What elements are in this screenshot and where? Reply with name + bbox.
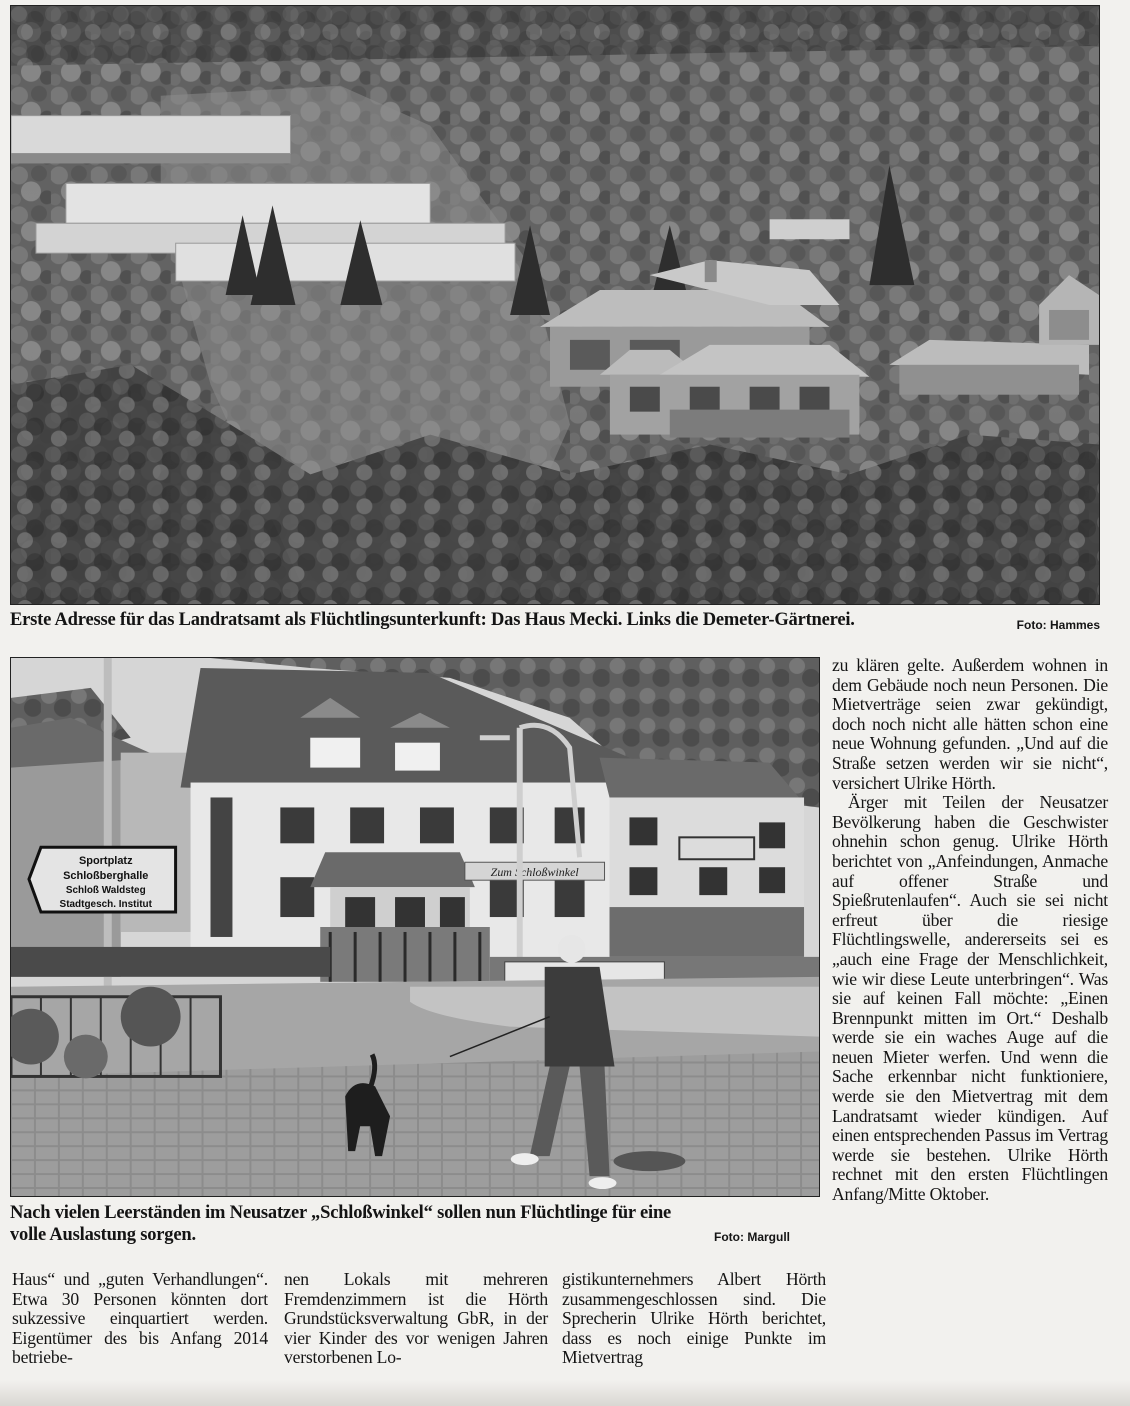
article-column-bottom-2	[284, 1270, 548, 1368]
sign-line-3: Schloß Waldsteg	[65, 885, 146, 897]
caption-text: Erste Adresse für das Landratsamt als Flüchtlingsunterkunft: Das Haus Mecki. Links die Demeter-Gärtnerei.	[10, 610, 855, 630]
article-paragraph: Ärger mit Teilen der Neusatzer Bevölkerung haben die Geschwister ohnehin schon genug. Ulrike Hörth berichtet von „Anfeindungen, Anmache auf offener Straße und Spießrutenlaufen“. Auch sie sei nicht erfreut über die riesige Flüchtlingswelle, andererseits sei es „auch eine Frage der Menschlichkeit, wie wir diese Leute unterbringen“. Was sie auf keinen Fall möchte: „Einen Brennpunkt mitten im Ort.“ Deshalb werde sie ein waches Auge auf die neuen Mieter werfen. Und wenn die Sache erkennbar nicht funktioniere, werde sie den Mietvertrag mit dem Landratsamt wieder kündigen. Auf einen entsprechenden Passus im Vertrag werde sie bestehen. Ulrike Hörth rechnet mit den ersten Flüchtlingen Anfang/Mitte Oktober.	[832, 792, 1108, 1205]
inn-sign: Zum Schloßwinkel	[490, 865, 579, 880]
sign-line-4: Stadtgesch. Institut	[59, 899, 152, 911]
photo-schlosswinkel	[10, 657, 820, 1197]
photo-credit: Foto: Hammes	[1016, 618, 1100, 632]
article-paragraph: gistikunternehmers Albert Hörth zusammengeschlossen sind. Die Sprecherin Ulrike Hörth berichtet, dass es noch einige Punkte im Mietvertrag	[562, 1269, 826, 1368]
signpost	[29, 847, 176, 912]
sign-line-1: Sportplatz	[78, 855, 133, 868]
haus-mecki-photo-illustration	[11, 6, 1099, 604]
article-column-bottom-3	[562, 1270, 826, 1368]
article-paragraph: Haus“ und „guten Verhandlungen“. Etwa 30 Personen könnten dort sukzessive einquartiert werden. Eigentümer des bis Anfang 2014 betriebe-	[12, 1269, 268, 1368]
article-column-bottom-1	[12, 1270, 268, 1368]
schlosswinkel-photo-illustration	[11, 658, 819, 1196]
article-paragraph: zu klären gelte. Außerdem wohnen in dem Gebäude noch neun Personen. Die Mietverträge seien zwar gekündigt, doch noch nicht alle hätten schon eine neue Wohnung gefunden. „Und auf die Straße setzen werden wir sie nicht“, versichert Ulrike Hörth.	[832, 655, 1108, 793]
caption-text: Nach vielen Leerständen im Neusatzer „Schloßwinkel“ sollen nun Flüchtlinge für eine volle Auslastung sorgen.	[10, 1203, 672, 1245]
sign-line-2: Schloßberghalle	[63, 870, 149, 883]
photo-haus-mecki	[10, 5, 1100, 605]
photo-top-caption	[10, 610, 1100, 640]
photo-bottom-caption	[10, 1202, 820, 1250]
article-column-right	[832, 656, 1108, 1205]
article-paragraph: nen Lokals mit mehreren Fremdenzimmern ist die Hörth Grundstücksverwaltung GbR, in der vier Kinder des vor wenigen Jahren verstorbenen Lo-	[284, 1269, 548, 1368]
photo-credit: Foto: Margull	[714, 1230, 790, 1244]
page-edge-shadow	[0, 1380, 1130, 1406]
